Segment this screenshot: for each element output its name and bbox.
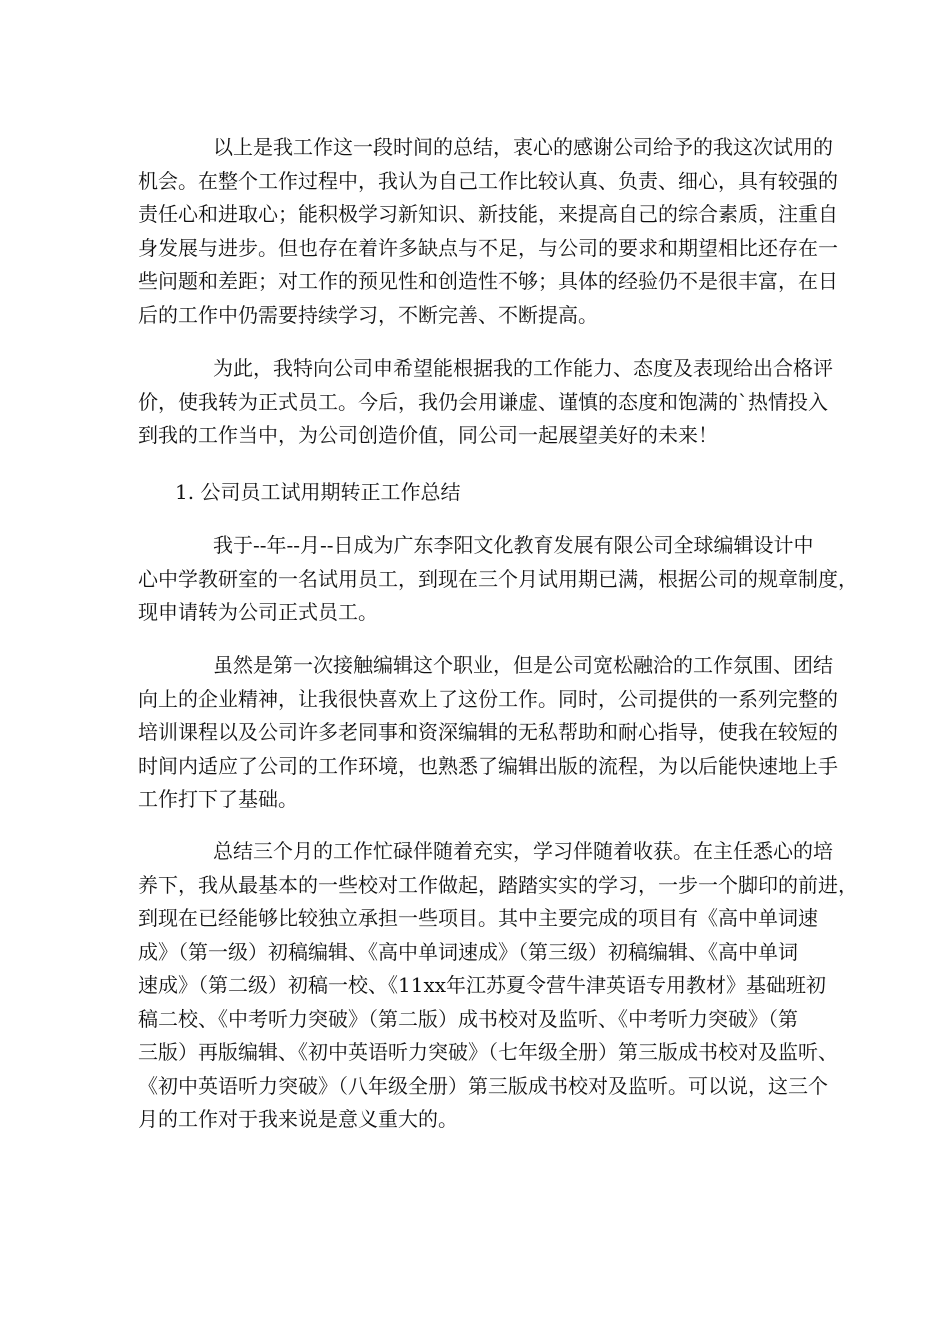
text-line: 总结三个月的工作忙碌伴随着充实，学习伴随着收获。在主任悉心的培 [213, 839, 833, 863]
text-line: 稿二校、《中考听力突破》（第二版）成书校对及监听、《中考听力突破》（第 [138, 1006, 798, 1031]
text-line: 月的工作对于我来说是意义重大的。 [138, 1107, 458, 1131]
text-line: 我于--年--月--日成为广东李阳文化教育发展有限公司全球编辑设计中 [213, 533, 814, 557]
text-line: 《初中英语听力突破》（八年级全册）第三版成书校对及监听。可以说，这三个 [138, 1073, 828, 1098]
text-line: 现申请转为公司正式员工。 [138, 600, 378, 624]
text-line: 责任心和进取心；能积极学习新知识、新技能，来提高自己的综合素质，注重自 [138, 202, 838, 226]
text-line: 三版）再版编辑、《初中英语听力突破》（七年级全册）第三版成书校对及监听、 [138, 1040, 838, 1064]
text-line: 为此，我特向公司申希望能根据我的工作能力、态度及表现给出合格评 [213, 356, 833, 380]
paragraph-request [138, 352, 833, 453]
text-line: 培训课程以及公司许多老同事和资深编辑的无私帮助和耐心指导，使我在较短的 [138, 720, 838, 744]
text-line: 时间内适应了公司的工作环境，也熟悉了编辑出版的流程，为以后能快速地上手 [138, 753, 838, 778]
paragraph-achievements [138, 835, 858, 1137]
paragraph-adaptation [138, 649, 838, 817]
text-line: 成》（第一级）初稿编辑、《高中单词速成》（第三级）初稿编辑、《高中单词 [138, 939, 798, 964]
text-line: 以上是我工作这一段时间的总结，衷心的感谢公司给予的我这次试用的 [213, 135, 833, 159]
text-line: 价，使我转为正式员工。今后，我仍会用谦虚、谨慎的态度和饱满的`热情投入 [138, 389, 828, 414]
text-line: 些问题和差距；对工作的预见性和创造性不够；具体的经验仍不是很丰富，在日 [138, 269, 838, 293]
section-heading: 1. 公司员工试用期转正工作总结 [175, 480, 461, 504]
text-line: 养下，我从最基本的一些校对工作做起，踏踏实实的学习，一步一个脚印的前进， [138, 872, 858, 897]
text-line: 工作打下了基础。 [138, 787, 298, 811]
text-line: 速成》（第二级）初稿一校、《11xx年江苏夏令营牛津英语专用教材》基础班初 [138, 973, 827, 997]
paragraph-introduction [138, 529, 858, 630]
text-line: 身发展与进步。但也存在着许多缺点与不足，与公司的要求和期望相比还存在一 [138, 235, 838, 260]
text-line: 到现在已经能够比较独立承担一些项目。其中主要完成的项目有《高中单词速 [138, 906, 818, 930]
text-line: 后的工作中仍需要持续学习，不断完善、不断提高。 [138, 302, 598, 327]
paragraph-summary-thanks [138, 131, 838, 332]
text-line: 机会。在整个工作过程中，我认为自己工作比较认真、负责、细心，具有较强的 [138, 168, 838, 193]
text-line: 虽然是第一次接触编辑这个职业，但是公司宽松融洽的工作氛围、团结 [213, 653, 833, 677]
text-line: 到我的工作当中，为公司创造价值，同公司一起展望美好的未来！ [138, 423, 718, 447]
text-line: 向上的企业精神，让我很快喜欢上了这份工作。同时，公司提供的一系列完整的 [138, 686, 838, 711]
text-line: 心中学教研室的一名试用员工，到现在三个月试用期已满，根据公司的规章制度， [138, 566, 858, 591]
